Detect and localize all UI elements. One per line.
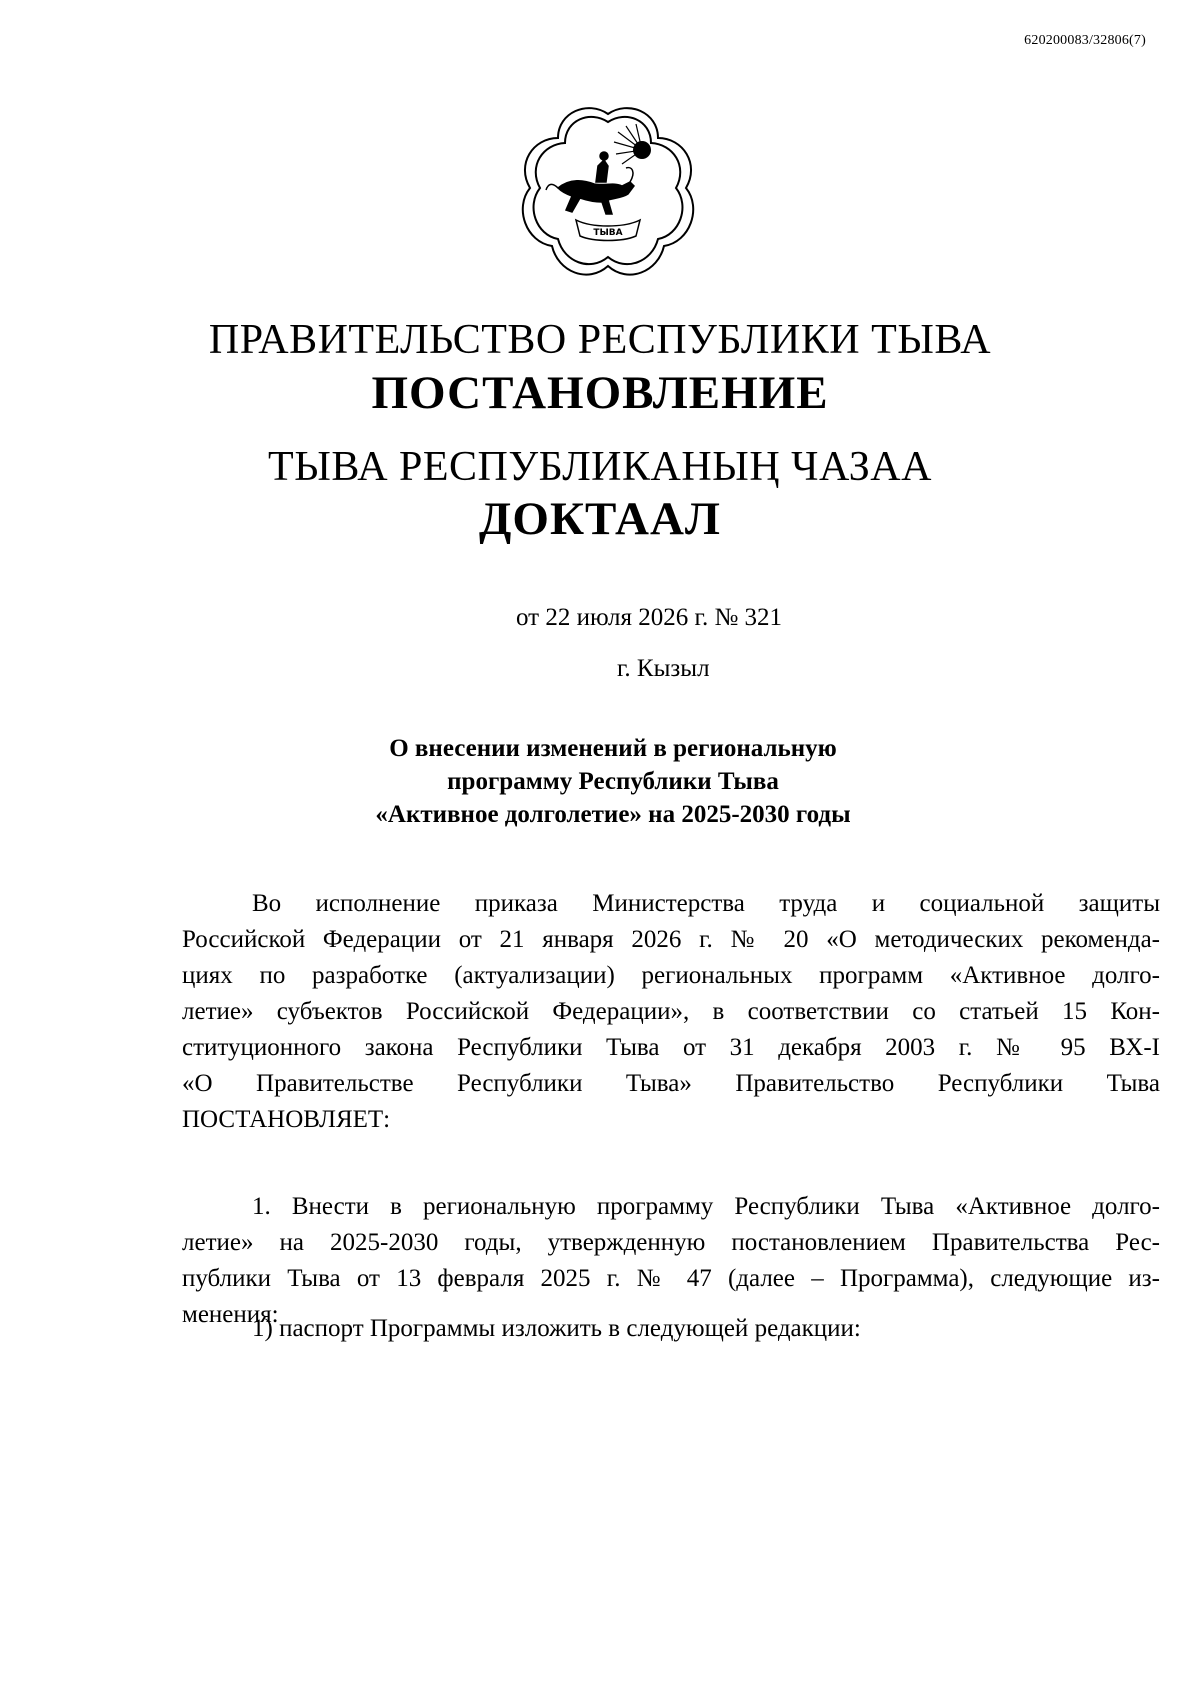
emblem-label: ТЫВА bbox=[593, 228, 623, 238]
government-title-ru: ПРАВИТЕЛЬСТВО РЕСПУБЛИКИ ТЫВА bbox=[208, 317, 992, 363]
paragraph-line: летие» на 2025-2030 годы, утвержденную постановлением Правительства Рес- bbox=[182, 1229, 1160, 1256]
subject-line: «Активное долголетие» на 2025-2030 годы bbox=[375, 801, 851, 828]
resolution-title-tyv: ДОКТААЛ bbox=[479, 493, 721, 545]
government-title-tyv: ТЫВА РЕСПУБЛИКАНЫҢ ЧАЗАА bbox=[268, 444, 932, 490]
paragraph-line: публики Тыва от 13 февраля 2025 г. № 47 (далее – Программа), следующие из- bbox=[182, 1265, 1160, 1292]
document-subject bbox=[0, 732, 1200, 831]
paragraph-line: «О Правительстве Республики Тыва» Правительство Республики Тыва bbox=[182, 1070, 1160, 1097]
paragraph-line: Российской Федерации от 21 января 2026 г. № 20 «О методических рекоменда- bbox=[182, 926, 1160, 953]
preamble-paragraph bbox=[182, 886, 1160, 1138]
subitem-1-paragraph: 1) паспорт Программы изложить в следующей редакции: bbox=[252, 1315, 861, 1342]
paragraph-line: ституционного закона Республики Тыва от 31 декабря 2003 г. № 95 ВХ-I bbox=[182, 1034, 1160, 1061]
paragraph-line: 1. Внести в региональную программу Республики Тыва «Активное долго- bbox=[252, 1193, 1160, 1220]
document-id: 620200083/32806(7) bbox=[1024, 33, 1146, 48]
subject-line: программу Республики Тыва bbox=[447, 768, 779, 795]
paragraph-line: ПОСТАНОВЛЯЕТ: bbox=[182, 1106, 391, 1133]
paragraph-line: Во исполнение приказа Министерства труда и социальной защиты bbox=[252, 890, 1160, 917]
paragraph-line: циях по разработке (актуализации) региональных программ «Активное долго- bbox=[182, 962, 1160, 989]
item-1-paragraph bbox=[182, 1189, 1160, 1333]
resolution-title-ru: ПОСТАНОВЛЕНИЕ bbox=[371, 367, 829, 419]
paragraph-line: летие» субъектов Российской Федерации», в соответствии со статьей 15 Кон- bbox=[182, 998, 1160, 1025]
document-city: г. Кызыл bbox=[617, 655, 710, 682]
document-date-number: от 22 июля 2026 г. № 321 bbox=[516, 604, 783, 631]
paragraph-line: менения: bbox=[182, 1301, 279, 1328]
subject-line: О внесении изменений в региональную bbox=[389, 735, 837, 762]
coat-of-arms-emblem bbox=[518, 102, 698, 282]
